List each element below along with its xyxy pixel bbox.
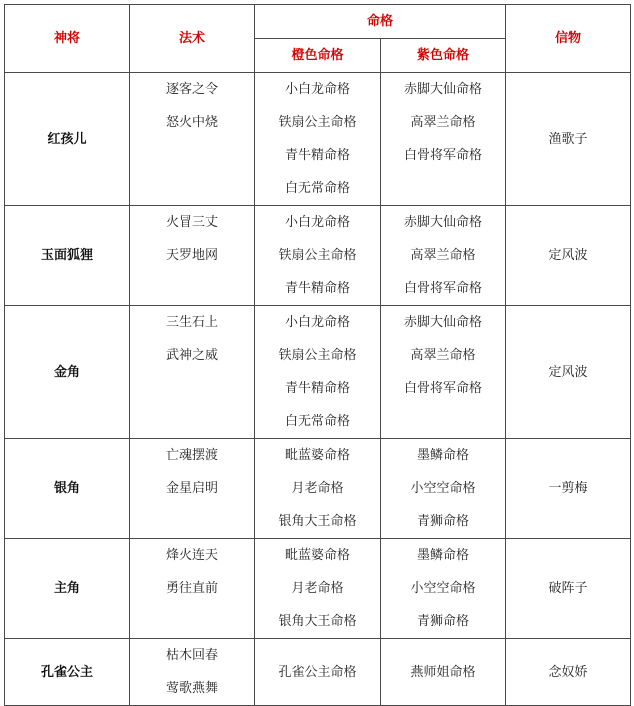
row-orange <box>255 306 381 439</box>
orange-mingge: 铁扇公主命格 <box>278 248 357 263</box>
purple-mingge: 赤脚大仙命格 <box>404 315 483 330</box>
spell: 怒火中烧 <box>165 115 218 130</box>
orange-mingge: 白无常命格 <box>284 414 350 429</box>
row-token: 念奴娇 <box>506 639 631 706</box>
orange-mingge: 铁扇公主命格 <box>278 348 357 363</box>
row-token: 定风波 <box>506 206 631 306</box>
spell: 三生石上 <box>165 315 218 330</box>
spell: 勇往直前 <box>165 581 218 596</box>
row-spells <box>130 206 255 306</box>
row-orange <box>255 206 381 306</box>
row-purple <box>381 73 506 206</box>
orange-mingge: 铁扇公主命格 <box>278 115 357 130</box>
row-name: 孔雀公主 <box>5 639 130 706</box>
purple-mingge: 燕师姐命格 <box>410 664 476 680</box>
table-row <box>5 73 631 206</box>
header-fashu: 法术 <box>130 5 255 73</box>
orange-mingge: 青牛精命格 <box>284 381 350 396</box>
table-row <box>5 539 631 639</box>
row-purple <box>381 306 506 439</box>
purple-mingge: 赤脚大仙命格 <box>404 215 483 230</box>
spell: 莺歌燕舞 <box>165 681 218 696</box>
orange-mingge: 小白龙命格 <box>284 82 350 97</box>
purple-mingge: 赤脚大仙命格 <box>404 82 483 97</box>
orange-mingge: 毗蓝婆命格 <box>284 448 350 463</box>
spell: 天罗地网 <box>165 248 218 263</box>
orange-mingge: 银角大王命格 <box>278 614 357 629</box>
orange-mingge: 孔雀公主命格 <box>278 664 357 680</box>
purple-mingge: 墨鳞命格 <box>417 548 470 563</box>
row-purple <box>381 206 506 306</box>
spell: 亡魂摆渡 <box>165 448 218 463</box>
row-orange <box>255 439 381 539</box>
spell: 火冒三丈 <box>165 215 218 230</box>
row-token: 一剪梅 <box>506 439 631 539</box>
row-purple <box>381 639 506 706</box>
spell: 烽火连天 <box>165 548 218 563</box>
table-row <box>5 206 631 306</box>
orange-mingge: 月老命格 <box>291 481 344 496</box>
orange-mingge: 青牛精命格 <box>284 148 350 163</box>
row-spells <box>130 439 255 539</box>
header-orange: 橙色命格 <box>255 39 381 73</box>
spell: 武神之威 <box>165 348 218 363</box>
purple-mingge: 青狮命格 <box>417 614 470 629</box>
orange-mingge: 白无常命格 <box>284 181 350 196</box>
table-row <box>5 639 631 706</box>
character-table <box>4 4 631 706</box>
row-spells <box>130 73 255 206</box>
purple-mingge: 小空空命格 <box>410 581 476 596</box>
row-name: 红孩儿 <box>5 73 130 206</box>
purple-mingge: 白骨将军命格 <box>404 281 483 296</box>
table-row <box>5 439 631 539</box>
row-name: 金角 <box>5 306 130 439</box>
purple-mingge: 小空空命格 <box>410 481 476 496</box>
row-token: 渔歌子 <box>506 73 631 206</box>
row-spells <box>130 639 255 706</box>
row-orange <box>255 73 381 206</box>
header-mingge: 命格 <box>255 5 506 39</box>
row-token: 破阵子 <box>506 539 631 639</box>
orange-mingge: 毗蓝婆命格 <box>284 548 350 563</box>
orange-mingge: 银角大王命格 <box>278 514 357 529</box>
purple-mingge: 白骨将军命格 <box>404 381 483 396</box>
row-purple <box>381 439 506 539</box>
row-orange <box>255 539 381 639</box>
spell: 金星启明 <box>165 481 218 496</box>
orange-mingge: 小白龙命格 <box>284 315 350 330</box>
purple-mingge: 高翠兰命格 <box>410 248 476 263</box>
spell: 枯木回春 <box>165 648 218 663</box>
purple-mingge: 高翠兰命格 <box>410 115 476 130</box>
orange-mingge: 青牛精命格 <box>284 281 350 296</box>
purple-mingge: 青狮命格 <box>417 514 470 529</box>
header-xinwu: 信物 <box>506 5 631 73</box>
header-shenjiang: 神将 <box>5 5 130 73</box>
purple-mingge: 墨鳞命格 <box>417 448 470 463</box>
row-name: 玉面狐狸 <box>5 206 130 306</box>
table-row <box>5 306 631 439</box>
row-spells <box>130 306 255 439</box>
orange-mingge: 月老命格 <box>291 581 344 596</box>
row-name: 银角 <box>5 439 130 539</box>
row-spells <box>130 539 255 639</box>
purple-mingge: 高翠兰命格 <box>410 348 476 363</box>
orange-mingge: 小白龙命格 <box>284 215 350 230</box>
row-orange <box>255 639 381 706</box>
row-token: 定风波 <box>506 306 631 439</box>
header-purple: 紫色命格 <box>381 39 506 73</box>
purple-mingge: 白骨将军命格 <box>404 148 483 163</box>
row-purple <box>381 539 506 639</box>
spell: 逐客之令 <box>165 82 218 97</box>
row-name: 主角 <box>5 539 130 639</box>
